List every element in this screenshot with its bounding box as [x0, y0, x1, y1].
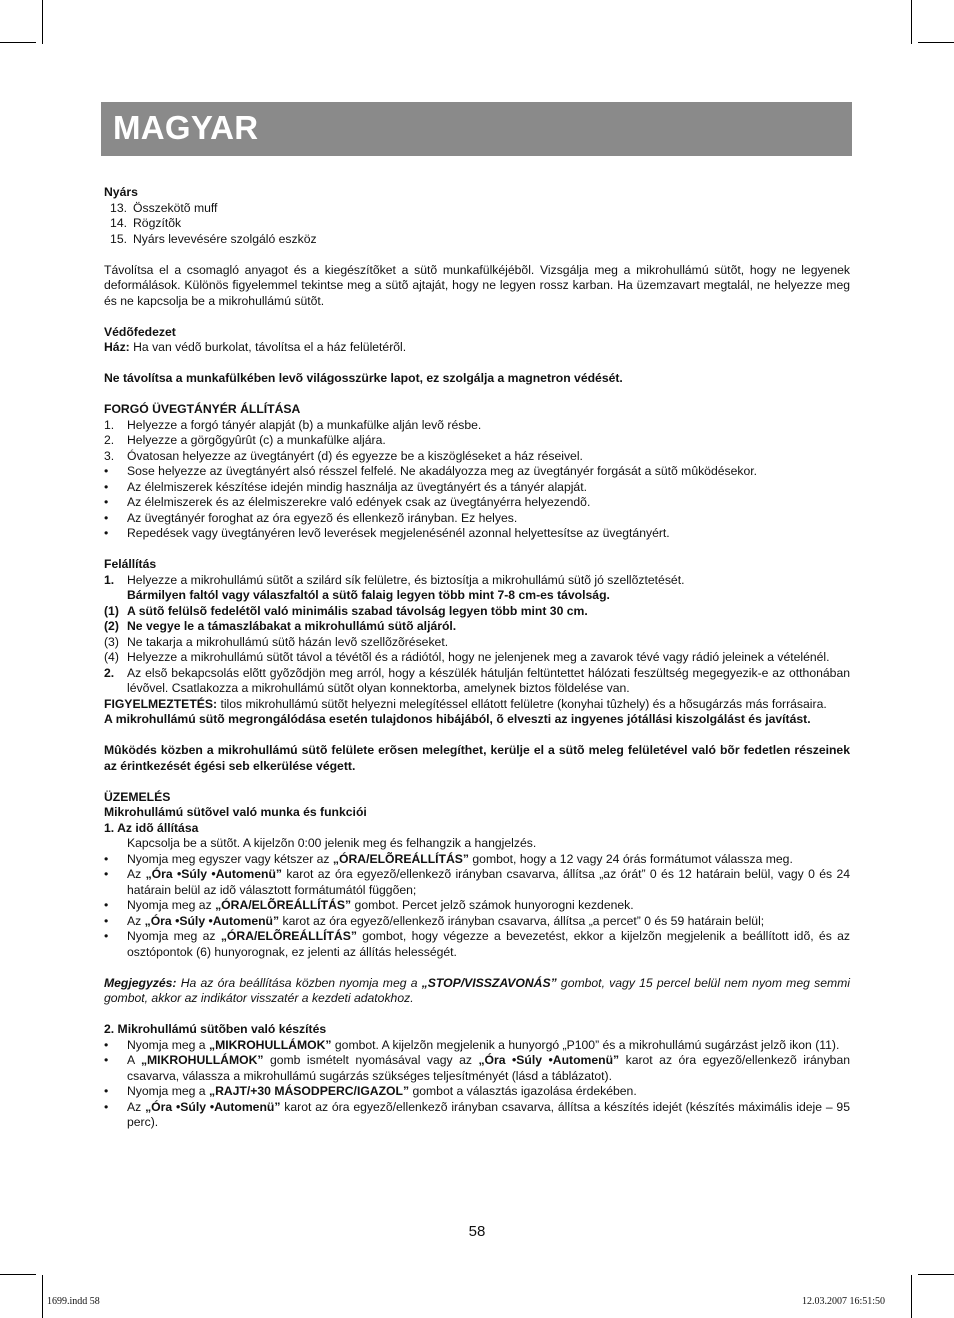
list-item: • Az üvegtányér foroghat az óra egyezõ és ellenkezõ irányban. Ez helyes.	[104, 510, 518, 525]
crop-mark	[0, 1274, 36, 1275]
list-item: • Repedések vagy üvegtányéren levõ leverések megjelenésénél azonnal helyettesítse az üvegtányért.	[104, 526, 670, 540]
crop-mark	[911, 1275, 912, 1318]
list-item: • Nyomja meg a „MIKROHULLÁMOK” gombot. A kijelzõn megjelenik a hunyorgó „P100” és a mikrohullámú sugárzást jelzõ ikon (11).	[104, 1037, 840, 1052]
list-item: 2. Az elsõ bekapcsolás elõtt gyõzõdjön meg arról, hogy a készülék hátulján feltüntettet hálózati feszültség megegyezik-e az otthonában lévõvel. Csatlakozza a mikrohullámú sütõt olyan konnektorba, amelynek biztos földelése van.	[104, 665, 850, 695]
section-heading: Nyárs	[104, 185, 138, 199]
crop-mark	[918, 42, 954, 43]
list-item: • Nyomja meg az „ÓRA/ELÕREÁLLÍTÁS” gombot. Percet jelzõ számok hunyorogni kezdenek.	[104, 898, 634, 912]
list-item: (1) A sütõ felülsõ fedelétõl való minimális szabad távolság legyen több mint 30 cm.	[104, 603, 588, 618]
list-item: 3. Óvatosan helyezze az üvegtányért (d) és egyezze be a kiszögléseket a ház réseivel.	[104, 448, 583, 463]
page-title: MAGYAR	[113, 109, 259, 146]
language-banner	[101, 102, 852, 156]
paragraph: FIGYELMEZTETÉS: tilos mikrohullámú sütõt helyezni melegítéssel ellátott felületre (konyhai tûzhely) és a hõsugárzás más forrásaira.	[104, 696, 827, 711]
list-item: (4) Helyezze a mikrohullámú sütõt távol a tévétõl és a rádiótól, hogy ne jelenjenek meg a zavarok tévé vagy rádió jeleinek a vételénél.	[104, 650, 830, 664]
paragraph: Bármilyen faltól vagy válaszfaltól a sütõ falaig legyen több mint 7-8 cm-es távolság.	[127, 588, 610, 602]
list-item: • Nyomja meg a „RAJT/+30 MÁSODPERC/IGAZOL” gombot a választás igazolása érdekében.	[104, 1084, 637, 1098]
crop-mark	[911, 0, 912, 44]
list-item: • Az „Óra •Súly •Automenü” karot az óra egyezõ/ellenkezõ irányban csavarva, állítsa „a percet” 0 és 59 határain belül;	[104, 913, 765, 928]
crop-mark	[42, 0, 43, 44]
paragraph: A mikrohullámú sütõ megrongálódása esetén tulajdonos hibájából, õ elveszti az ingyenes jótállási kiszolgálást és javítást.	[104, 712, 811, 726]
list-item: • Az élelmiszerek készítése idején mindig használja az üvegtányért és a tányér alapját.	[104, 479, 587, 494]
list-item: (2) Ne vegye le a támaszlábakat a mikrohullámú sütõ aljáról.	[104, 619, 457, 633]
list-item: 14. Rögzítõk	[110, 216, 182, 230]
paragraph: Távolítsa el a csomagló anyagot és a kiegészítõket a sütõ munkafülkéjébõl. Vizsgálja meg a mikrohullámú sütõt, hogy ne legyenek deformálások. Különös figyelemmel tekintse meg a sütõ ajtaját, hogy ne legyen rossz karban. Ha üzemzavart megtalál, ne helyezze meg és ne kapcsolja be a mikrohullámú sütõt.	[104, 262, 850, 308]
list-item: • Az „Óra •Súly •Automenü” karot az óra egyezõ/ellenkezõ irányban csavarva, állítsa „az órát” 0 és 12 határain belül, vagy 0 és 24 határain belül az idõ választott formátumától függõen;	[104, 867, 850, 897]
list-item: • Az élelmiszerek és az élelmiszerekre való edények csak az üvegtányérra helyezendõ.	[104, 495, 591, 509]
list-item: (3) Ne takarja a mikrohullámú sütõ házán levõ szellõzõréseket.	[104, 634, 449, 649]
section-heading: Védõfedezet	[104, 324, 176, 339]
list-item: 2. Helyezze a görgõgyûrût (c) a munkafülke aljára.	[104, 433, 386, 447]
section-heading: FORGÓ ÜVEGTÁNYÉR ÁLLÍTÁSA	[104, 402, 301, 416]
print-slug-date: 12.03.2007 16:51:50	[801, 1296, 885, 1307]
print-slug-file: 1699.indd 58	[47, 1296, 100, 1307]
warning-text: Ne távolítsa a munkafülkében levõ világosszürke lapot, ez szolgálja a magnetron védését.	[104, 371, 623, 385]
crop-mark	[918, 1274, 954, 1275]
paragraph: Ház: Ha van védõ burkolat, távolítsa el a ház felületérõl.	[104, 340, 407, 354]
section-heading: ÜZEMELÉS	[104, 789, 171, 804]
list-item: • Nyomja meg az „ÓRA/ELÕREÁLLÍTÁS” gombot, hogy végezze a bevezetést, ekkor a kijelzõn megjelenik a beállított idõ, és az osztópontok (6) hunyorognak, ez jelenti az állítás helességét.	[104, 929, 850, 959]
paragraph: Kapcsolja be a sütõt. A kijelzõn 0:00 jelenik meg és felhangzik a hangjelzés.	[127, 836, 537, 850]
note-paragraph: Megjegyzés: Ha az óra beállítása közben nyomja meg a „STOP/VISSZAVONÁS” gombot, vagy 15 percel belül nem nyom meg semmi gombot, akkor az indikátor visszatér a kezdeti adatokhoz.	[104, 975, 850, 1005]
list-item: • A „MIKROHULLÁMOK” gomb ismételt nyomásával vagy az „Óra •Súly •Automenü” karot az óra egyezõ/ellenkezõ irányban csavarva, válassza a mikrohullámú sugárzás szükséges teljesítményét (lásd a táblázatot).	[104, 1053, 850, 1083]
list-item: 13. Összekötõ muff	[110, 200, 218, 215]
crop-mark	[0, 42, 36, 43]
list-item: • Az „Óra •Súly •Automenü” karot az óra egyezõ/ellenkezõ irányban csavarva, állítsa a készítés idejét (készítés máximális ideje – 95 perc).	[104, 1099, 850, 1129]
document-body	[104, 185, 850, 1131]
list-item: 15. Nyárs levevésére szolgáló eszköz	[110, 231, 317, 246]
list-item: • Nyomja meg egyszer vagy kétszer az „ÓRA/ELÕREÁLLÍTÁS” gombot, hogy a 12 vagy 24 órás formátumot válassza meg.	[104, 851, 793, 866]
list-item: 1. Helyezze a forgó tányér alapját (b) a munkafülke alján levõ résbe.	[104, 417, 482, 432]
page-number: 58	[468, 1223, 486, 1240]
section-subheading: 1. Az idõ állítása	[104, 820, 199, 835]
section-subheading: Mikrohullámú sütõvel való munka és funkciói	[104, 805, 367, 819]
list-item: 1. Helyezze a mikrohullámú sütõt a szilárd sík felületre, és biztosítja a mikrohullámú sütõ jó szellõztetését.	[104, 572, 685, 587]
warning-text: Mûködés közben a mikrohullámú sütõ felülete erõsen melegíthet, kerülje el a sütõ meleg felületével való bõr fedetlen részeinek az érintkezését égési seb elkerülése végett.	[104, 743, 850, 773]
section-subheading: 2. Mikrohullámú sütõben való készítés	[104, 1022, 327, 1036]
section-heading: Felállítás	[104, 557, 157, 571]
list-item: • Sose helyezze az üvegtányért alsó résszel felfelé. Ne akadályozza meg az üvegtányér forgását a sütõ mûködésekor.	[104, 464, 758, 478]
crop-mark	[42, 1275, 43, 1318]
